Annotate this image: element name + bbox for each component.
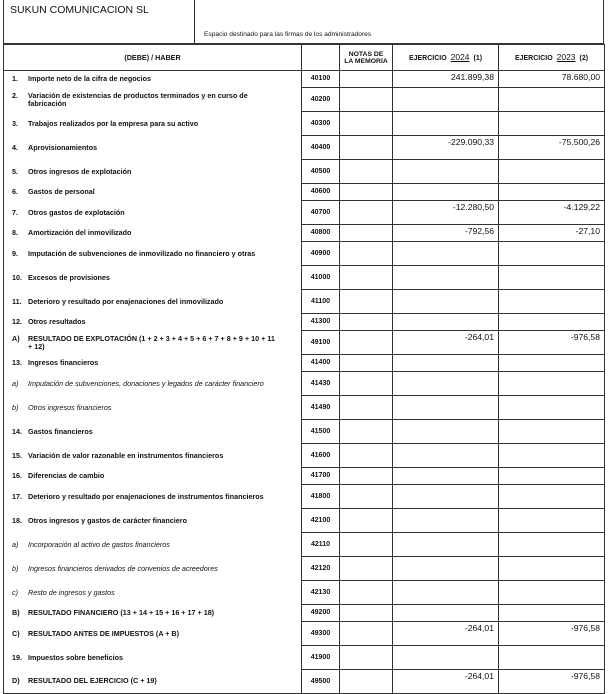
row-notes [340, 290, 393, 314]
row-value-2023 [499, 160, 605, 184]
row-number: 13. [12, 358, 22, 367]
exercise-2024-header: EJERCICIO 2024 (1) [393, 45, 499, 71]
row-label [4, 372, 302, 396]
table-row [4, 420, 605, 444]
row-text: Aprovisionamientos [28, 142, 98, 152]
table-row [4, 557, 605, 581]
row-text: RESULTADO ANTES DE IMPUESTOS (A + B) [28, 628, 180, 638]
row-notes [340, 71, 393, 88]
row-number: 4. [12, 142, 18, 152]
row-text: Impuestos sobre beneficios [28, 652, 124, 662]
row-number: 19. [12, 652, 22, 662]
row-value-2023 [499, 557, 605, 581]
row-code: 41100 [302, 290, 340, 314]
company-name: SUKUN COMUNICACION SL [10, 4, 149, 16]
row-value-2023 [499, 266, 605, 290]
row-text: Gastos financieros [28, 426, 93, 436]
row-value-2023: -976,58 [499, 622, 605, 646]
row-text: Deterioro y resultado por enajenaciones de instrumentos financieros [28, 491, 264, 501]
row-value-2024 [393, 396, 499, 420]
row-value-2024 [393, 266, 499, 290]
row-code: 41600 [302, 444, 340, 468]
row-number: 3. [12, 118, 18, 128]
row-notes [340, 396, 393, 420]
row-number: 6. [12, 187, 18, 196]
row-text: RESULTADO FINANCIERO (13 + 14 + 15 + 16 + 17 + 18) [28, 608, 215, 617]
row-code: 49200 [302, 605, 340, 622]
row-label [4, 420, 302, 444]
row-code: 40100 [302, 71, 340, 88]
row-value-2024 [393, 160, 499, 184]
row-text: Otros resultados [28, 317, 86, 326]
table-row [4, 670, 605, 694]
row-label [4, 112, 302, 136]
table-row [4, 184, 605, 201]
row-value-2023 [499, 396, 605, 420]
notes-header: NOTAS DE LA MEMORIA [340, 45, 393, 71]
row-label [4, 242, 302, 266]
row-value-2024 [393, 355, 499, 372]
row-notes [340, 468, 393, 485]
table-row [4, 112, 605, 136]
row-code: 41400 [302, 355, 340, 372]
table-row [4, 581, 605, 605]
row-notes [340, 184, 393, 201]
row-text: Variación de valor razonable en instrumentos financieros [28, 450, 224, 460]
row-number: 15. [12, 450, 22, 460]
row-notes [340, 420, 393, 444]
row-code: 40500 [302, 160, 340, 184]
row-number: 11. [12, 296, 22, 306]
row-value-2024 [393, 485, 499, 509]
row-text: Otros ingresos de explotación [28, 166, 132, 176]
row-text: Incorporación al activo de gastos financieros [28, 539, 170, 549]
row-notes [340, 88, 393, 112]
row-notes [340, 509, 393, 533]
row-value-2024 [393, 314, 499, 331]
table-row [4, 605, 605, 622]
row-value-2023 [499, 509, 605, 533]
row-label [4, 533, 302, 557]
row-label [4, 509, 302, 533]
row-value-2024: 241.899,38 [393, 71, 499, 88]
row-code: 42130 [302, 581, 340, 605]
row-code: 41430 [302, 372, 340, 396]
row-notes [340, 670, 393, 694]
table-row [4, 136, 605, 160]
table-row [4, 622, 605, 646]
row-notes [340, 533, 393, 557]
row-notes [340, 485, 393, 509]
row-notes [340, 444, 393, 468]
row-text: Imputación de subvenciones, donaciones y legados de carácter financiero [28, 378, 264, 388]
row-notes [340, 646, 393, 670]
row-value-2024 [393, 557, 499, 581]
row-value-2024 [393, 533, 499, 557]
row-code: 41900 [302, 646, 340, 670]
row-notes [340, 136, 393, 160]
row-code: 41500 [302, 420, 340, 444]
row-notes [340, 160, 393, 184]
row-number: 5. [12, 166, 18, 176]
row-value-2024 [393, 242, 499, 266]
row-number: 18. [12, 515, 22, 525]
row-value-2023 [499, 468, 605, 485]
row-notes [340, 201, 393, 225]
row-value-2023 [499, 88, 605, 112]
table-row [4, 290, 605, 314]
row-notes [340, 622, 393, 646]
row-value-2023 [499, 581, 605, 605]
header-divider [194, 0, 195, 44]
row-notes [340, 581, 393, 605]
row-label [4, 646, 302, 670]
row-notes [340, 242, 393, 266]
row-notes [340, 605, 393, 622]
table-row [4, 88, 605, 112]
row-code: 49100 [302, 331, 340, 355]
table-row [4, 242, 605, 266]
row-text: Imputación de subvenciones de inmovilizado no financiero y otras [28, 248, 256, 258]
row-label [4, 201, 302, 225]
row-number: C) [12, 628, 20, 638]
table-row [4, 355, 605, 372]
row-value-2024 [393, 444, 499, 468]
row-number: A) [12, 333, 20, 343]
row-label [4, 331, 302, 355]
row-text: RESULTADO DEL EJERCICIO (C + 19) [28, 676, 157, 686]
row-label [4, 557, 302, 581]
row-value-2024 [393, 420, 499, 444]
row-label [4, 314, 302, 331]
row-code: 41700 [302, 468, 340, 485]
row-text: Ingresos financieros derivados de convenios de acreedores [28, 563, 218, 573]
row-value-2024: -264,01 [393, 622, 499, 646]
row-label [4, 225, 302, 242]
signatures-note: Espacio destinado para las firmas de los administradores [204, 31, 372, 38]
row-notes [340, 355, 393, 372]
row-notes [340, 112, 393, 136]
row-label [4, 355, 302, 372]
row-number: 7. [12, 207, 18, 217]
row-label [4, 605, 302, 622]
row-label [4, 71, 302, 88]
row-code: 41300 [302, 314, 340, 331]
row-value-2024 [393, 646, 499, 670]
row-text: Excesos de provisiones [28, 272, 110, 282]
row-text: Variación de existencias de productos terminados y en curso de fabricación [28, 90, 248, 108]
table-row [4, 331, 605, 355]
row-number: 17. [12, 491, 22, 501]
row-code: 41490 [302, 396, 340, 420]
exercise-2023-header: EJERCICIO 2023 (2) [499, 45, 605, 71]
table-row [4, 372, 605, 396]
row-value-2023 [499, 420, 605, 444]
row-text: Ingresos financieros [28, 358, 99, 367]
table-row [4, 444, 605, 468]
row-value-2024: -792,56 [393, 225, 499, 242]
row-notes [340, 225, 393, 242]
row-number: B) [12, 608, 20, 617]
row-code: 42120 [302, 557, 340, 581]
row-code: 40900 [302, 242, 340, 266]
row-value-2023 [499, 290, 605, 314]
row-value-2024 [393, 581, 499, 605]
row-label [4, 485, 302, 509]
row-label [4, 468, 302, 485]
row-value-2024 [393, 112, 499, 136]
profit-loss-table [3, 44, 605, 694]
table-row [4, 646, 605, 670]
row-code: 40800 [302, 225, 340, 242]
row-value-2023: -976,58 [499, 670, 605, 694]
table-row [4, 225, 605, 242]
row-number: b) [12, 402, 19, 412]
row-number: a) [12, 539, 19, 549]
row-value-2023: -75.500,26 [499, 136, 605, 160]
row-code: 49300 [302, 622, 340, 646]
row-notes [340, 314, 393, 331]
row-number: c) [12, 587, 18, 597]
row-number: 12. [12, 317, 22, 326]
row-value-2023 [499, 485, 605, 509]
row-label [4, 136, 302, 160]
row-text: Importe neto de la cifra de negocios [28, 74, 152, 84]
table-row [4, 201, 605, 225]
row-value-2024 [393, 184, 499, 201]
table-row [4, 509, 605, 533]
row-number: 8. [12, 228, 18, 237]
row-text: Diferencias de cambio [28, 471, 105, 480]
table-row [4, 396, 605, 420]
row-label [4, 581, 302, 605]
row-text: Resto de ingresos y gastos [28, 587, 115, 597]
row-label [4, 290, 302, 314]
row-label [4, 88, 302, 112]
row-label [4, 444, 302, 468]
row-value-2023 [499, 355, 605, 372]
table-row [4, 314, 605, 331]
row-value-2023 [499, 605, 605, 622]
row-label [4, 266, 302, 290]
row-value-2024 [393, 605, 499, 622]
row-value-2023: -976,58 [499, 331, 605, 355]
row-value-2024 [393, 468, 499, 485]
row-value-2023: 78.680,00 [499, 71, 605, 88]
row-number: b) [12, 563, 19, 573]
row-value-2023 [499, 242, 605, 266]
row-text: Otros ingresos y gastos de carácter financiero [28, 515, 187, 525]
row-number: 16. [12, 471, 22, 480]
row-label [4, 670, 302, 694]
row-value-2023 [499, 184, 605, 201]
row-code: 41000 [302, 266, 340, 290]
row-value-2024: -264,01 [393, 331, 499, 355]
header-box [3, 0, 604, 44]
row-value-2024: -229.090,33 [393, 136, 499, 160]
row-code: 40400 [302, 136, 340, 160]
row-value-2023: -27,10 [499, 225, 605, 242]
table-row [4, 71, 605, 88]
row-number: D) [12, 676, 20, 686]
row-number: 9. [12, 248, 18, 258]
row-text: Gastos de personal [28, 187, 95, 196]
row-text: Deterioro y resultado por enajenaciones del inmovilizado [28, 296, 224, 306]
row-code: 40300 [302, 112, 340, 136]
table-row [4, 533, 605, 557]
row-value-2023 [499, 112, 605, 136]
row-label [4, 396, 302, 420]
row-text: Otros gastos de explotación [28, 207, 125, 217]
row-text: RESULTADO DE EXPLOTACIÓN (1 + 2 + 3 + 4 + 5 + 6 + 7 + 8 + 9 + 10 + 11 + 12) [28, 333, 275, 351]
row-value-2024: -12.280,50 [393, 201, 499, 225]
concept-header: (DEBE) / HABER [4, 45, 302, 71]
row-text: Otros ingresos financieros [28, 402, 112, 412]
row-notes [340, 266, 393, 290]
row-value-2023 [499, 444, 605, 468]
table-row [4, 266, 605, 290]
row-notes [340, 372, 393, 396]
row-label [4, 184, 302, 201]
row-number: 10. [12, 272, 22, 282]
row-code: 49500 [302, 670, 340, 694]
row-code: 42100 [302, 509, 340, 533]
row-value-2024 [393, 290, 499, 314]
row-notes [340, 557, 393, 581]
row-value-2024 [393, 509, 499, 533]
row-number: 2. [12, 90, 18, 100]
row-text: Trabajos realizados por la empresa para su activo [28, 118, 199, 128]
row-value-2023 [499, 533, 605, 557]
table-row [4, 468, 605, 485]
row-notes [340, 331, 393, 355]
row-value-2024 [393, 372, 499, 396]
table-row [4, 160, 605, 184]
row-code: 42110 [302, 533, 340, 557]
row-value-2023 [499, 646, 605, 670]
row-code: 41800 [302, 485, 340, 509]
row-number: 1. [12, 74, 18, 84]
code-header [302, 45, 340, 71]
row-value-2024: -264,01 [393, 670, 499, 694]
row-code: 40600 [302, 184, 340, 201]
row-text: Amortización del inmovilizado [28, 228, 132, 237]
table-row [4, 485, 605, 509]
row-code: 40200 [302, 88, 340, 112]
row-label [4, 622, 302, 646]
row-value-2023 [499, 314, 605, 331]
row-code: 40700 [302, 201, 340, 225]
row-number: 14. [12, 426, 22, 436]
row-number: a) [12, 378, 19, 388]
row-value-2023: -4.129,22 [499, 201, 605, 225]
row-label [4, 160, 302, 184]
row-value-2024 [393, 88, 499, 112]
row-value-2023 [499, 372, 605, 396]
